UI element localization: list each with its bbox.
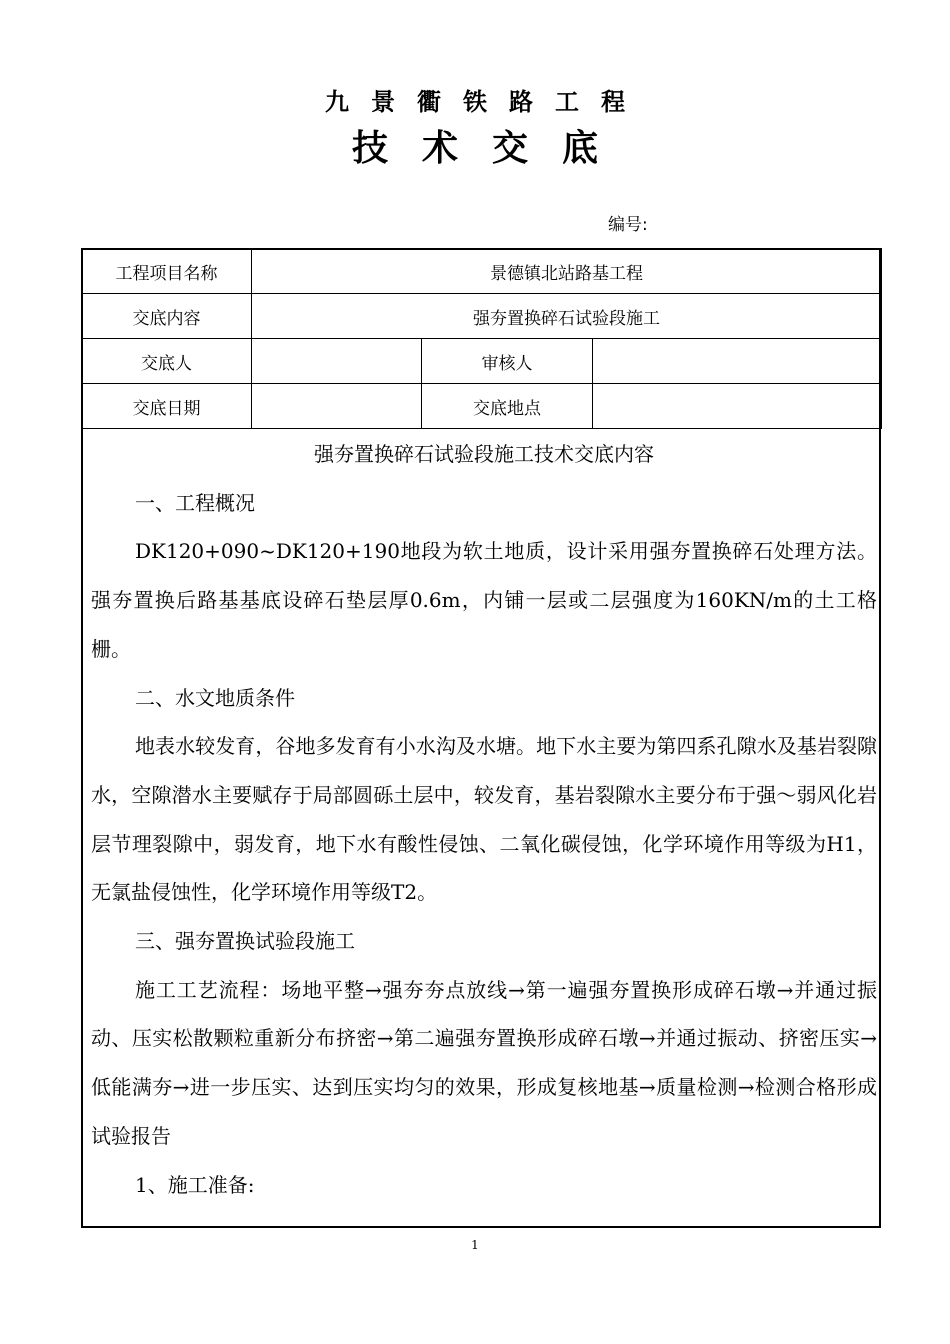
table-row [82, 384, 882, 429]
discloser-label: 交底人 [82, 339, 252, 384]
discloser-value [252, 339, 422, 384]
reviewer-label: 审核人 [422, 339, 593, 384]
content-value: 强夯置换碎石试验段施工 [252, 294, 882, 339]
section-3-1-title: 1、施工准备: [135, 1172, 255, 1197]
section-2-title: 二、水文地质条件 [135, 685, 295, 710]
project-title: 九景衢铁路工程 [325, 87, 647, 116]
section-1-title: 一、工程概况 [135, 490, 255, 515]
section-3-text: 施工工艺流程：场地平整→强夯夯点放线→第一遍强夯置换形成碎石墩→并通过振动、压实松散颗粒重新分布挤密→第二遍强夯置换形成碎石墩→并通过振动、挤密压实→低能满夯→进一步压实、达到压实均匀的效果，形成复核地基→质量检测→检测合格形成试验报告 [91, 977, 877, 1148]
document-title: 技术交底 [351, 128, 632, 169]
location-label: 交底地点 [422, 384, 593, 429]
table-row [82, 249, 882, 294]
section-2-text: 地表水较发育，谷地多发育有小水沟及水塘。地下水主要为第四系孔隙水及基岩裂隙水，空隙潜水主要赋存于局部圆砾土层中，较发育，基岩裂隙水主要分布于强～弱风化岩层节理裂隙中，弱发育，地下水有酸性侵蚀、二氧化碳侵蚀，化学环境作用等级为H1，无氯盐侵蚀性，化学环境作用等级T2。 [91, 734, 877, 905]
info-table [81, 248, 882, 429]
content-heading: 强夯置换碎石试验段施工技术交底内容 [314, 442, 654, 466]
section-3-title: 三、强夯置换试验段施工 [135, 929, 355, 954]
section-1-text: DK120+090~DK120+190地段为软土地质，设计采用强夯置换碎石处理方法。强夯置换后路基基底设碎石垫层厚0.6m，内铺一层或二层强度为160KN/m的土工格栅。 [91, 539, 877, 661]
page-number: 1 [471, 1238, 479, 1252]
disclosure-content [91, 430, 877, 1209]
project-name-value: 景德镇北站路基工程 [252, 249, 882, 294]
table-row [82, 339, 882, 384]
content-label: 交底内容 [82, 294, 252, 339]
project-name-label: 工程项目名称 [82, 249, 252, 294]
date-label: 交底日期 [82, 384, 252, 429]
reviewer-value [593, 339, 882, 384]
location-value [593, 384, 882, 429]
document-number-label: 编号: [608, 215, 648, 235]
date-value [252, 384, 422, 429]
table-row [82, 294, 882, 339]
